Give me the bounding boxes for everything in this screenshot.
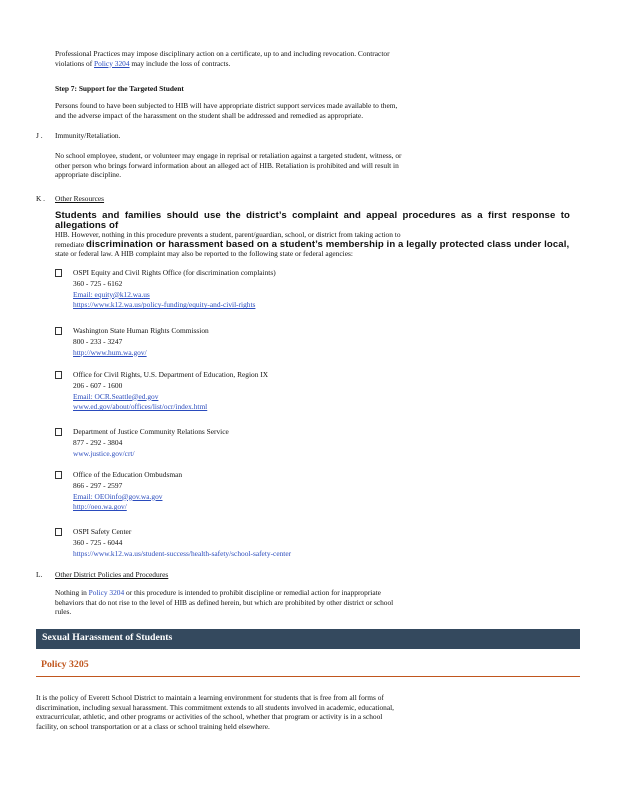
section-j-marker: J . xyxy=(36,131,43,140)
text-span: violations of xyxy=(55,58,95,68)
bullet-box-icon xyxy=(55,371,62,379)
step7-section xyxy=(55,84,570,94)
text-line: Students and families should use the district’s complaint and appeal procedures as a first response to allegations of xyxy=(55,210,570,231)
section-j-heading: Immunity/Retaliation. xyxy=(55,131,121,140)
agency-name: Washington State Human Rights Commission xyxy=(73,326,209,335)
text-line: HIB. However, nothing in this procedure prevents a student, parent/guardian, school, or district from taking action to xyxy=(55,230,401,240)
policy-3205-paragraph xyxy=(36,693,548,731)
section-l-marker: L. xyxy=(36,570,43,579)
section-l-heading: Other District Policies and Procedures xyxy=(55,570,169,579)
text-line: appropriate discipline. xyxy=(55,170,122,180)
agency-phone: 866 - 297 - 2597 xyxy=(73,480,123,490)
text-span: Nothing in xyxy=(55,588,89,597)
agency-name: OSPI Safety Center xyxy=(73,527,132,536)
agency-email xyxy=(73,392,568,403)
section-l-paragraph xyxy=(55,588,570,617)
agency-name: Office for Civil Rights, U.S. Department of Education, Region IX xyxy=(73,370,269,379)
email-link[interactable]: Email: equity@k12.wa.us xyxy=(73,289,150,299)
agency-email xyxy=(73,492,568,503)
text-line: It is the policy of Everett School District to maintain a learning environment for students that is free from all forms of xyxy=(36,693,384,702)
text-line: rules. xyxy=(55,607,72,617)
text-line: discrimination, including sexual harassment. This commitment extends to all students involved in academic, educational, xyxy=(36,702,395,712)
text-line: Persons found to have been subjected to HIB will have appropriate district support services made available to them, xyxy=(55,101,398,110)
agency-name: Department of Justice Community Relations Service xyxy=(73,427,229,436)
bullet-box-icon xyxy=(55,528,62,536)
text-line: No school employee, student, or volunteer may engage in reprisal or retaliation against a targeted student, witness, or xyxy=(55,151,402,160)
bullet-box-icon xyxy=(55,471,62,479)
bullet-box-icon xyxy=(55,269,62,277)
section-banner xyxy=(36,629,580,649)
url-link[interactable]: www.ed.gov/about/offices/list/ocr/index.html xyxy=(73,402,208,412)
text-line: state or federal law. A HIB complaint may also be reported to the following state or federal agencies: xyxy=(55,249,353,259)
text-line xyxy=(55,588,570,598)
section-j-paragraph xyxy=(55,151,570,180)
email-link[interactable]: Email: OCR.Seattle@ed.gov xyxy=(73,391,159,401)
agency-url xyxy=(73,402,568,413)
agency-url xyxy=(73,300,568,311)
text-line: and the adverse impact of the harassment on the student shall be addressed and remedied as appropriate. xyxy=(55,110,364,120)
agency-url xyxy=(73,449,568,460)
step7-paragraph xyxy=(55,101,570,120)
text-span: remediate xyxy=(55,239,85,249)
section-k-paragraph xyxy=(55,211,570,259)
step7-heading: Step 7: Support for the Targeted Student xyxy=(55,84,184,93)
text-line: other person who brings forward information about an alleged act of HIB. Retaliation is prohibited and will result in xyxy=(55,160,399,170)
policy-3204-link[interactable]: Policy 3204 xyxy=(94,58,130,68)
policy-label: Policy 3205 xyxy=(41,659,89,670)
bullet-box-icon xyxy=(55,327,62,335)
text-span: may include the loss of contracts. xyxy=(129,58,231,68)
url-link[interactable]: www.justice.gov/crt/ xyxy=(73,448,135,458)
text-line xyxy=(55,240,570,250)
url-link[interactable]: http://www.hum.wa.gov/ xyxy=(73,347,147,357)
banner-title: Sexual Harassment of Students xyxy=(42,632,173,643)
url-link[interactable]: http://oeo.wa.gov/ xyxy=(73,502,127,512)
text-line: behaviors that do not rise to the level of HIB as defined herein, but which are prohibited by other district or school xyxy=(55,597,394,607)
agency-phone: 800 - 233 - 3247 xyxy=(73,336,123,346)
agency-phone: 360 - 725 - 6044 xyxy=(73,537,123,547)
agency-email xyxy=(73,290,568,301)
divider xyxy=(36,676,580,677)
url-link[interactable]: https://www.k12.wa.us/policy-funding/equity-and-civil-rights xyxy=(73,300,256,310)
text-line: facility, on school transportation or at a class or school training held elsewhere. xyxy=(36,721,270,731)
agency-name: OSPI Equity and Civil Rights Office (for discrimination complaints) xyxy=(73,268,276,277)
section-k-heading: Other Resources xyxy=(55,194,105,203)
agency-phone: 877 - 292 - 3804 xyxy=(73,437,123,447)
agency-phone: 360 - 725 - 6162 xyxy=(73,278,123,288)
text-span: discrimination or harassment based on a student’s membership in a legally protected class under local, xyxy=(86,238,570,250)
agency-url xyxy=(73,348,568,359)
agency-url xyxy=(73,502,568,513)
email-link[interactable]: Email: OEOinfo@gov.wa.gov xyxy=(73,491,163,501)
policy-3204-link[interactable]: Policy 3204 xyxy=(88,588,125,597)
section-k-marker: K . xyxy=(36,194,46,203)
text-span: or this procedure is intended to prohibit discipline or remedial action for inappropriate xyxy=(124,588,381,597)
text-line: extracurricular, athletic, and other programs or activities of the school, whether that program or activity is in a school xyxy=(36,712,383,722)
text-line xyxy=(55,59,570,69)
bullet-box-icon xyxy=(55,428,62,436)
agency-url xyxy=(73,549,568,560)
text-line: Professional Practices may impose disciplinary action on a certificate, up to and including revocation. Contractor xyxy=(55,49,390,58)
agency-name: Office of the Education Ombudsman xyxy=(73,470,183,479)
contractor-paragraph xyxy=(55,49,570,68)
agency-phone: 206 - 607 - 1600 xyxy=(73,380,123,390)
url-link[interactable]: https://www.k12.wa.us/student-success/health-safety/school-safety-center xyxy=(73,548,292,558)
